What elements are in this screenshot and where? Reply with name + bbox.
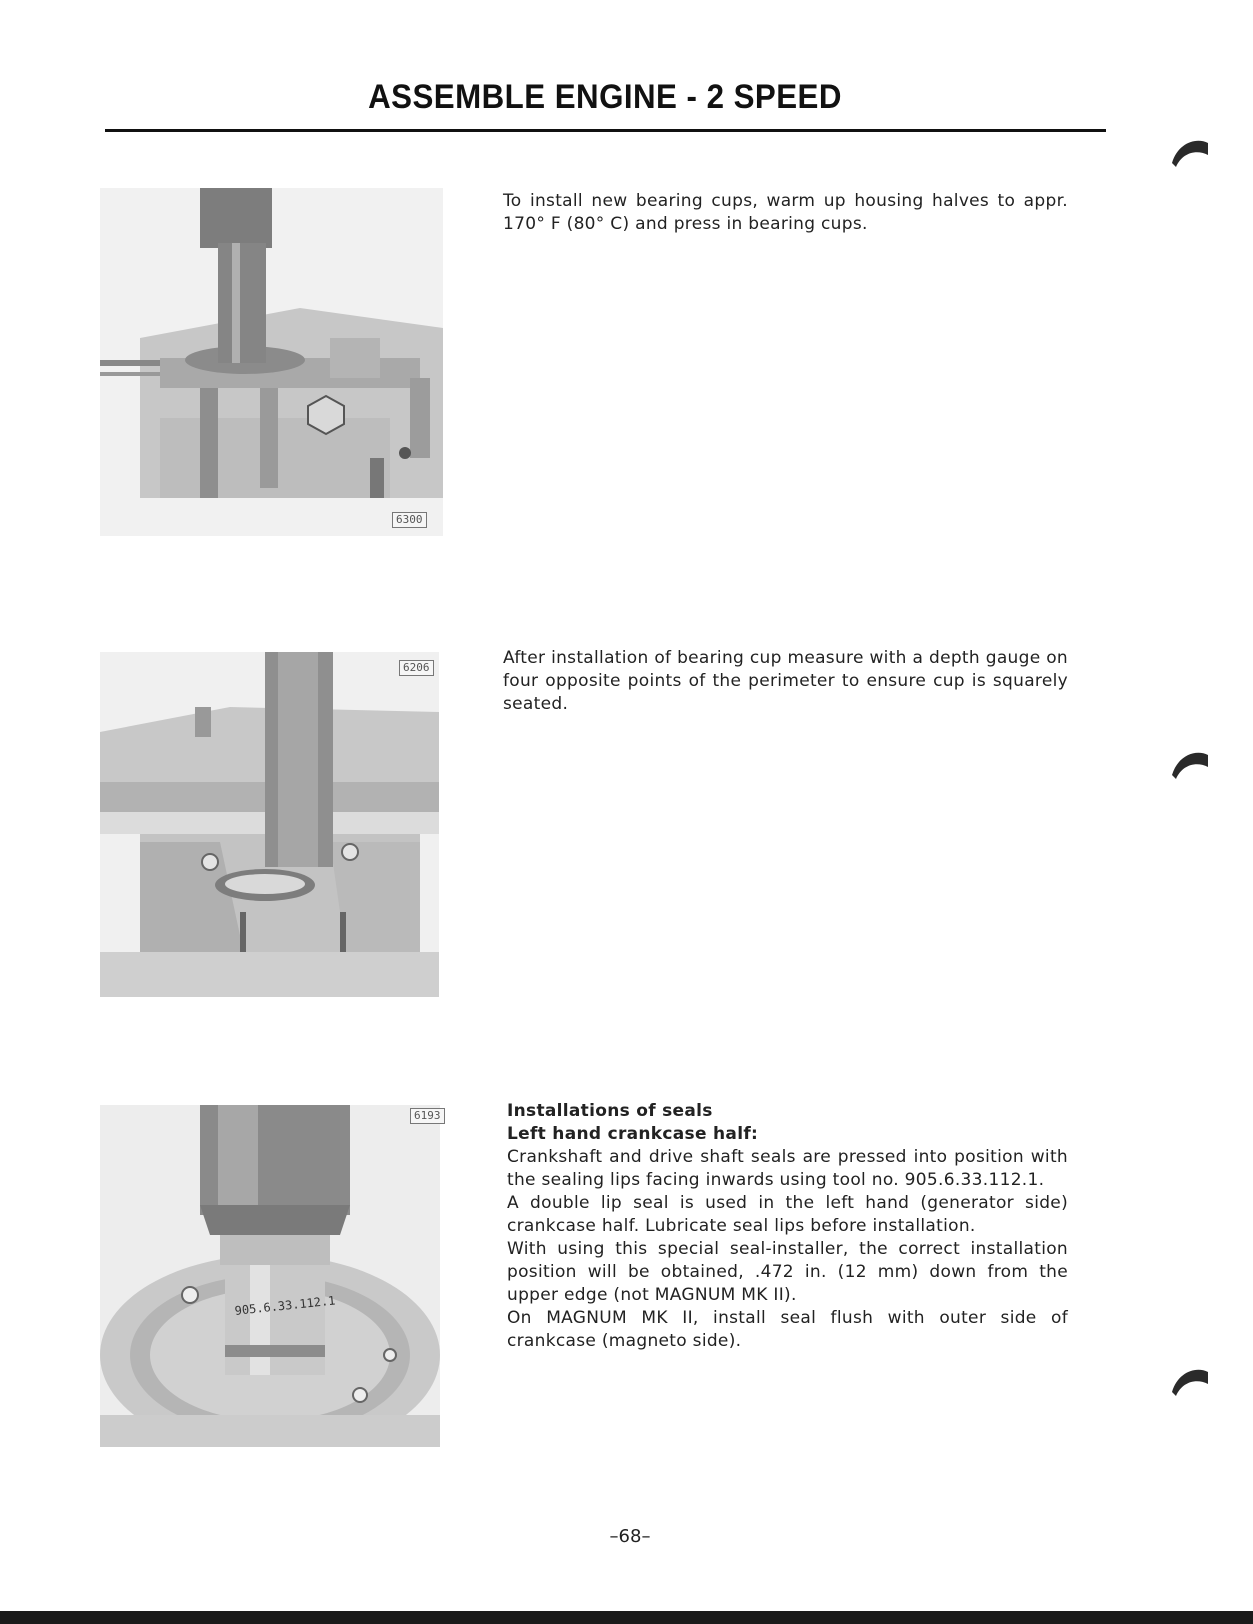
section-subheading: Left hand crankcase half: [507,1124,759,1144]
bottom-edge [0,1611,1253,1624]
figure-number: 6193 [410,1108,445,1124]
paragraph: To install new bearing cups, warm up housing halves to appr. 170° F (80° C) and press in bearing cups. [503,191,1068,234]
paragraph: After installation of bearing cup measure with a depth gauge on four opposite points of the perimeter to ensure cup is squarely seated. [503,648,1068,714]
page-number: –68– [609,1526,651,1547]
photo-seal-installer [100,1105,440,1447]
title-rule [105,129,1106,132]
paragraph: A double lip seal is used in the left hand (generator side) crankcase half. Lubricate seal lips before installation. [507,1193,1068,1236]
paragraph: Crankshaft and drive shaft seals are pressed into position with the sealing lips facing inwards using tool no. 905.6.33.112.1. [507,1147,1068,1190]
instruction-text [503,190,1068,236]
paragraph: On MAGNUM MK II, install seal flush with outer side of crankcase (magneto side). [507,1308,1068,1351]
figure-number: 6300 [392,512,427,528]
tool-stamp: 905.6.33.112.1 [234,1293,337,1318]
section-heading: Installations of seals [507,1101,713,1121]
binder-tab-icon [1168,745,1212,781]
photo-depth-gauge [100,652,439,997]
page-title: ASSEMBLE ENGINE - 2 SPEED [368,78,842,116]
photo-bearing-cup-press [100,188,443,536]
binder-tab-icon [1168,1362,1212,1398]
figure-number: 6206 [399,660,434,676]
paragraph: With using this special seal-installer, the correct installation position will be obtained, .472 in. (12 mm) down from the upper edge (not MAGNUM MK II). [507,1239,1068,1305]
instruction-text [507,1100,1068,1353]
instruction-text [503,647,1068,716]
binder-tab-icon [1168,133,1212,169]
